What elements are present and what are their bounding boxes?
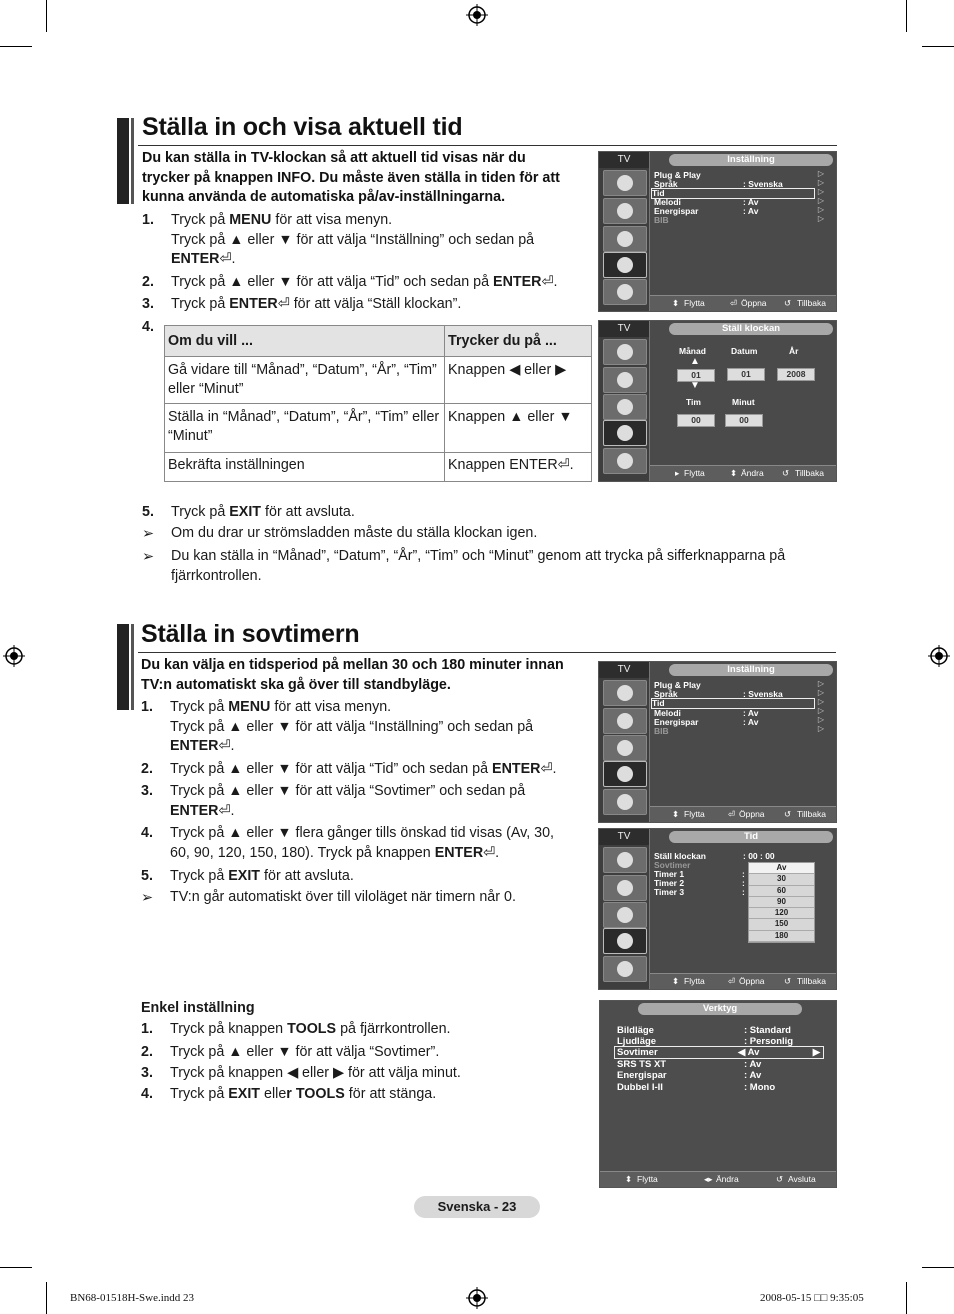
menu-footer bbox=[650, 465, 836, 481]
key-label: EXIT bbox=[228, 868, 261, 884]
options-table bbox=[164, 325, 592, 482]
tv-label: TV bbox=[599, 662, 649, 678]
key-label: ENTER bbox=[493, 274, 542, 290]
step bbox=[142, 318, 162, 338]
step-number: 1. bbox=[141, 699, 153, 715]
step-text: Tryck på ▲ eller ▼ för att välja “Tid” och sedan på ENTER⏎. bbox=[171, 274, 558, 290]
footer-label: Tillbaka bbox=[797, 298, 826, 308]
intro-line: kunna använda de automatiska på/av-inställningarna. bbox=[142, 189, 506, 205]
text: fjärrkontrollen. bbox=[171, 567, 262, 584]
footer-label: Flytta bbox=[637, 1174, 658, 1184]
step bbox=[141, 867, 591, 887]
picture-icon bbox=[603, 339, 647, 365]
text: på fjärrkontrollen. bbox=[336, 1021, 451, 1037]
table-cell: Knappen ◀ eller ▶ bbox=[445, 357, 592, 404]
crop-mark bbox=[906, 1282, 907, 1314]
menu-item: Energispar bbox=[654, 206, 699, 216]
text: för att visa menyn. bbox=[271, 212, 393, 228]
crop-mark bbox=[0, 1267, 32, 1268]
footer-label: Tillbaka bbox=[797, 809, 826, 819]
text: för att avsluta. bbox=[260, 868, 354, 884]
menu-value: : Av bbox=[744, 1070, 762, 1081]
menu-value: : Standard bbox=[744, 1025, 791, 1036]
table-cell: Knappen ENTER⏎. bbox=[445, 453, 592, 482]
table-header-cell: Om du vill ... bbox=[165, 326, 445, 357]
table-row bbox=[165, 404, 592, 453]
input-icon bbox=[603, 448, 647, 474]
step bbox=[141, 824, 591, 864]
step-number: 3. bbox=[142, 296, 154, 312]
menu-item: Energispar bbox=[654, 717, 699, 727]
sound-icon bbox=[603, 875, 647, 901]
key-label: ENTER bbox=[170, 738, 219, 754]
intro-line: Du kan ställa in TV-klockan så att aktuell tid visas när du bbox=[142, 150, 526, 166]
step-number: 1. bbox=[141, 1021, 153, 1037]
intro-line: TV:n automatiskt ska gå över till standbyläge. bbox=[141, 676, 451, 693]
year-field[interactable]: 2008 bbox=[777, 368, 815, 381]
option-item[interactable]: 60 bbox=[749, 886, 814, 897]
move-icon: ▸ bbox=[675, 468, 680, 478]
menu-header: Inställning bbox=[669, 154, 833, 166]
menu-footer bbox=[650, 973, 836, 989]
crop-mark bbox=[46, 1282, 47, 1314]
sound-icon bbox=[603, 198, 647, 224]
step-number: 4. bbox=[141, 1086, 153, 1102]
tv-screen-setup bbox=[598, 661, 837, 823]
step-text bbox=[171, 295, 461, 315]
table-row bbox=[165, 453, 592, 482]
tv-label: TV bbox=[599, 321, 649, 337]
text: Plug & Play bbox=[654, 170, 701, 180]
enter-icon: ⏎ bbox=[541, 274, 554, 290]
section-bar bbox=[131, 118, 134, 204]
move-icon: ⬍ bbox=[672, 298, 680, 308]
step-number: 1. bbox=[142, 212, 154, 228]
menu-item: Plug & Play bbox=[654, 680, 701, 690]
enter-icon: ⏎ bbox=[540, 761, 553, 777]
left-right-icon: ◂▸ bbox=[704, 1174, 713, 1184]
registration-mark-icon bbox=[928, 645, 950, 667]
table-header-cell: Trycker du på ... bbox=[445, 326, 592, 357]
setup-icon bbox=[603, 928, 647, 954]
section-intro bbox=[142, 149, 592, 208]
tv-screen-clock bbox=[598, 320, 837, 482]
note-text bbox=[171, 547, 785, 586]
menu-item: Ställ klockan bbox=[654, 851, 706, 861]
menu-header: Tid bbox=[669, 831, 833, 843]
step-text bbox=[170, 1085, 436, 1105]
return-icon: ↺ bbox=[782, 468, 790, 478]
channel-icon bbox=[603, 226, 647, 252]
key-label: TOOLS bbox=[287, 1021, 337, 1037]
input-icon bbox=[603, 956, 647, 982]
step-text: Tryck på knappen ◀ eller ▶ för att välja minut. bbox=[170, 1065, 461, 1081]
month-field[interactable]: 01 bbox=[677, 369, 715, 382]
section-bar bbox=[117, 118, 129, 204]
registration-mark-icon bbox=[466, 1287, 488, 1309]
menu-item: Dubbel I-II bbox=[617, 1082, 663, 1093]
text: Tryck på ▲ eller ▼ för att välja “Inställning” och sedan på bbox=[170, 718, 534, 735]
step bbox=[141, 760, 591, 780]
hour-field[interactable]: 00 bbox=[677, 414, 715, 427]
menu-value: : Av bbox=[743, 197, 759, 207]
menu-item-selected[interactable] bbox=[615, 1047, 823, 1058]
tv-screen-time bbox=[598, 828, 837, 990]
step-text: Tryck på ▲ eller ▼ för att välja “Sovtimer”. bbox=[170, 1044, 440, 1060]
registration-mark-icon bbox=[466, 4, 488, 26]
channel-icon bbox=[603, 735, 647, 761]
key-label: r TOOLS bbox=[286, 1086, 345, 1102]
move-icon: ⬍ bbox=[672, 976, 680, 986]
table-header bbox=[165, 326, 592, 357]
text: för att välja “Ställ klockan”. bbox=[289, 296, 462, 312]
field-label: Datum bbox=[731, 346, 758, 356]
key-label: EXIT bbox=[228, 1086, 261, 1102]
footer-label: Avsluta bbox=[788, 1174, 816, 1184]
arrow-right-icon: ▷ ▷ ▷ ▷ ▷ ▷ bbox=[817, 169, 824, 223]
text: Tryck på knappen bbox=[170, 1021, 288, 1037]
key-label: MENU bbox=[229, 212, 272, 228]
step-number: 4. bbox=[141, 825, 153, 841]
menu-item: Melodi bbox=[654, 197, 681, 207]
key-label: EXIT bbox=[229, 504, 262, 520]
step-number: 2. bbox=[142, 274, 154, 290]
text: för att avsluta. bbox=[261, 504, 355, 520]
option-item[interactable]: 180 bbox=[749, 931, 814, 942]
note bbox=[141, 888, 591, 908]
crop-mark bbox=[46, 0, 47, 32]
key-label: MENU bbox=[228, 699, 271, 715]
picture-icon bbox=[603, 680, 647, 706]
section-bar bbox=[117, 624, 129, 710]
section-rule bbox=[138, 652, 836, 653]
field-label: År bbox=[789, 346, 799, 356]
return-icon: ↺ bbox=[784, 809, 792, 819]
menu-header: Inställning bbox=[669, 664, 833, 676]
key-label: ENTER bbox=[229, 296, 278, 312]
key-label: ENTER bbox=[492, 761, 541, 777]
registration-mark-icon bbox=[3, 645, 25, 667]
move-icon: ⬍ bbox=[672, 809, 680, 819]
sleep-timer-options[interactable] bbox=[748, 862, 815, 943]
step bbox=[141, 1064, 591, 1084]
intro-line: Du kan välja en tidsperiod på mellan 30 och 180 minuter innan bbox=[141, 657, 564, 673]
print-slug: BN68-01518H-Swe.indd 23 bbox=[70, 1292, 195, 1304]
menu-item: Energispar bbox=[617, 1070, 667, 1081]
enter-icon: ⏎ bbox=[730, 298, 738, 308]
step-text: Tryck på ▲ eller ▼ flera gånger tills önskad tid visas (Av, 30, 60, 90, 120, 150, 180). Tryck på knappen ENTER⏎. bbox=[170, 825, 555, 861]
intro-line: trycker på knappen INFO. Du måste även ställa in tiden för att bbox=[142, 169, 560, 186]
menu-item-disabled: BIB bbox=[654, 726, 669, 736]
menu-item: Timer 3 bbox=[654, 887, 685, 897]
arrow-up-icon: ▲ bbox=[690, 356, 700, 367]
text: 60, 90, 120, 150, 180). Tryck på knappen bbox=[170, 844, 435, 861]
date-field[interactable]: 01 bbox=[727, 368, 765, 381]
footer-label: Tillbaka bbox=[797, 976, 826, 986]
text: Tryck på bbox=[170, 868, 229, 884]
step bbox=[141, 698, 591, 758]
enter-icon: ⏎ bbox=[728, 976, 736, 986]
arrow-right-icon: ▷ ▷ ▷ ▷ ▷ ▷ bbox=[817, 679, 824, 733]
menu-value: : Svenska bbox=[743, 179, 783, 189]
text: Språk bbox=[654, 179, 678, 189]
step bbox=[141, 1043, 591, 1063]
option-item[interactable]: 30 bbox=[749, 874, 814, 885]
step bbox=[142, 211, 592, 271]
page-number: Svenska - 23 bbox=[414, 1196, 540, 1218]
crop-mark bbox=[922, 46, 954, 47]
sound-icon bbox=[603, 367, 647, 393]
step-number: 2. bbox=[141, 761, 153, 777]
text: Tryck på bbox=[170, 1086, 229, 1102]
channel-icon bbox=[603, 394, 647, 420]
channel-icon bbox=[603, 902, 647, 928]
print-slug: 2008-05-15 □□ 9:35:05 bbox=[760, 1292, 864, 1304]
text: Knappen ENTER bbox=[448, 457, 558, 473]
step-number: 2. bbox=[141, 1044, 153, 1060]
setup-icon bbox=[603, 420, 647, 446]
step-text bbox=[170, 1020, 451, 1040]
footer-label: Flytta bbox=[684, 298, 705, 308]
step-number: 3. bbox=[141, 1065, 153, 1081]
footer-label: Flytta bbox=[684, 976, 705, 986]
menu-value: : Personlig bbox=[744, 1036, 794, 1047]
menu-item: Bildläge bbox=[617, 1025, 654, 1036]
crop-mark bbox=[906, 0, 907, 32]
menu-item: Timer 2 bbox=[654, 878, 685, 888]
step-text: Tryck på MENU för att visa menyn. Tryck på ▲ eller ▼ för att välja “Inställning” och sedan på ENTER⏎. bbox=[170, 699, 534, 754]
footer-label: Flytta bbox=[684, 809, 705, 819]
step-number: 5. bbox=[142, 504, 154, 520]
footer-label: Flytta bbox=[684, 468, 705, 478]
text: elle bbox=[260, 1086, 287, 1102]
step-text: Tryck på ▲ eller ▼ för att välja “Sovtimer” och sedan på ENTER⏎. bbox=[170, 783, 526, 819]
menu-value: : Mono bbox=[744, 1082, 776, 1093]
enter-icon: ⏎ bbox=[277, 296, 290, 312]
footer-label: Tillbaka bbox=[795, 468, 824, 478]
step bbox=[142, 503, 592, 523]
menu-item: Melodi bbox=[654, 708, 681, 718]
step-number: 4. bbox=[142, 319, 154, 335]
subsection-title: Enkel inställning bbox=[141, 1000, 255, 1016]
section-title: Ställa in och visa aktuell tid bbox=[142, 113, 463, 141]
step-text bbox=[170, 867, 354, 887]
note-arrow-icon: ➢ bbox=[142, 549, 154, 565]
menu-value: : : : bbox=[742, 869, 745, 897]
step-text: Tryck på ▲ eller ▼ för att välja “Tid” och sedan på ENTER⏎. bbox=[170, 761, 557, 777]
text: Sovtimer bbox=[617, 1047, 658, 1058]
return-icon: ↺ bbox=[776, 1174, 784, 1184]
menu-header: Verktyg bbox=[638, 1003, 802, 1015]
option-item[interactable]: 120 bbox=[749, 908, 814, 919]
section-bar bbox=[131, 624, 134, 710]
menu-value: : Av bbox=[743, 206, 759, 216]
input-icon bbox=[603, 789, 647, 815]
step-number: 5. bbox=[141, 868, 153, 884]
step-text: Tryck på MENU för att visa menyn. Tryck på ▲ eller ▼ för att välja “Inställning” och sedan på ENTER⏎. bbox=[171, 212, 535, 267]
menu-footer bbox=[600, 1171, 836, 1187]
crop-mark bbox=[922, 1267, 954, 1268]
arrow-right-icon: ▶ bbox=[812, 1047, 820, 1058]
note bbox=[142, 524, 822, 544]
table-row bbox=[165, 357, 592, 404]
arrow-down-icon: ▼ bbox=[690, 380, 700, 391]
menu-value: : Av bbox=[743, 717, 759, 727]
text: Tryck på ▲ eller ▼ flera gånger tills önskad tid visas (Av, 30, bbox=[170, 825, 555, 841]
setup-icon bbox=[603, 252, 647, 278]
menu-item: Timer 1 bbox=[654, 869, 685, 879]
picture-icon bbox=[603, 847, 647, 873]
step-text bbox=[171, 503, 355, 523]
tv-label: TV bbox=[599, 829, 649, 845]
note-text: Om du drar ur strömsladden måste du ställa klockan igen. bbox=[171, 525, 538, 541]
enter-icon: ⏎ bbox=[483, 844, 496, 861]
table-cell: Knappen ▲ eller ▼ bbox=[445, 404, 592, 453]
menu-item-disabled: BIB bbox=[654, 215, 669, 225]
text: Tryck på bbox=[171, 504, 230, 520]
text: Tryck på bbox=[171, 212, 230, 228]
minute-field[interactable]: 00 bbox=[725, 414, 763, 427]
menu-item-selected bbox=[652, 699, 814, 708]
menu-item-selected: Sovtimer bbox=[654, 860, 691, 870]
menu-header: Ställ klockan bbox=[669, 323, 833, 335]
enter-icon: ⏎ bbox=[218, 738, 231, 754]
text: ◀ Av bbox=[738, 1047, 760, 1058]
note-arrow-icon: ➢ bbox=[141, 890, 153, 906]
field-label: Tim bbox=[686, 397, 701, 407]
step bbox=[141, 782, 591, 822]
input-icon bbox=[603, 279, 647, 305]
menu-footer bbox=[650, 806, 836, 822]
step-number: 3. bbox=[141, 783, 153, 799]
text: Tryck på bbox=[170, 699, 229, 715]
menu-value: : Av bbox=[743, 708, 759, 718]
footer-label: Ändra bbox=[741, 468, 764, 478]
enter-icon: ⏎ bbox=[728, 809, 736, 819]
text: för att stänga. bbox=[344, 1086, 437, 1102]
section-title: Ställa in sovtimern bbox=[141, 620, 360, 648]
move-icon: ⬍ bbox=[625, 1174, 633, 1184]
key-label: ENTER bbox=[434, 844, 484, 861]
footer-label: Öppna bbox=[739, 976, 765, 986]
footer-label: Öppna bbox=[741, 298, 767, 308]
text: Tryck på ▲ eller ▼ för att välja “Inställning” och sedan på bbox=[171, 231, 535, 248]
section-intro bbox=[141, 656, 591, 695]
enter-icon: ⏎ bbox=[557, 457, 570, 473]
text: Du kan ställa in “Månad”, “Datum”, “År”, “Tim” och “Minut” genom att trycka på sifferknapparna på bbox=[171, 548, 786, 564]
tv-screen-tools bbox=[599, 1000, 837, 1188]
field-label: Minut bbox=[732, 397, 755, 407]
tv-label: TV bbox=[599, 152, 649, 168]
note-text: TV:n går automatiskt över till viloläget när timern når 0. bbox=[170, 889, 516, 905]
section-rule bbox=[138, 145, 837, 146]
menu-value: : 00 : 00 bbox=[743, 851, 775, 861]
tv-screen-setup bbox=[598, 151, 837, 312]
step bbox=[142, 273, 592, 293]
picture-icon bbox=[603, 170, 647, 196]
step bbox=[141, 1020, 591, 1040]
enter-icon: ⏎ bbox=[219, 251, 232, 267]
note-arrow-icon: ➢ bbox=[142, 526, 154, 542]
text: Tryck på ▲ eller ▼ för att välja “Sovtimer” och sedan på bbox=[170, 783, 526, 799]
option-item[interactable]: 90 bbox=[749, 897, 814, 908]
return-icon: ↺ bbox=[784, 298, 792, 308]
footer-label: Ändra bbox=[716, 1174, 739, 1184]
menu-value: : Svenska bbox=[743, 689, 783, 699]
text: Tryck på ▲ eller ▼ för att välja “Tid” och sedan på bbox=[171, 274, 494, 290]
note bbox=[142, 547, 832, 587]
key-label: ENTER bbox=[171, 251, 220, 267]
option-item[interactable]: 150 bbox=[749, 919, 814, 930]
text: Tid bbox=[652, 188, 665, 198]
return-icon: ↺ bbox=[784, 976, 792, 986]
sound-icon bbox=[603, 708, 647, 734]
menu-footer bbox=[650, 295, 836, 311]
text: för att visa menyn. bbox=[270, 699, 392, 715]
move-icon: ⬍ bbox=[730, 468, 738, 478]
menu-item: Ljudläge bbox=[617, 1036, 657, 1047]
table-cell: Bekräfta inställningen bbox=[165, 453, 445, 482]
enter-icon: ⏎ bbox=[218, 802, 231, 819]
text: Tryck på ▲ eller ▼ för att välja “Tid” och sedan på bbox=[170, 761, 493, 777]
text: Tryck på bbox=[171, 296, 230, 312]
option-item[interactable]: Av bbox=[749, 863, 814, 874]
step bbox=[141, 1085, 591, 1105]
table-cell: Gå vidare till “Månad”, “Datum”, “År”, “Tim” eller “Minut” bbox=[165, 357, 445, 404]
crop-mark bbox=[0, 46, 32, 47]
setup-icon bbox=[603, 761, 647, 787]
step bbox=[142, 295, 592, 315]
text: Tid bbox=[652, 698, 665, 708]
table-cell: Ställa in “Månad”, “Datum”, “År”, “Tim” eller “Minut” bbox=[165, 404, 445, 453]
field-label: Månad bbox=[679, 346, 706, 356]
key-label: ENTER bbox=[170, 802, 219, 819]
menu-value: : Av bbox=[744, 1059, 762, 1070]
menu-item: SRS TS XT bbox=[617, 1059, 667, 1070]
footer-label: Öppna bbox=[739, 809, 765, 819]
menu-item: Språk bbox=[654, 689, 678, 699]
